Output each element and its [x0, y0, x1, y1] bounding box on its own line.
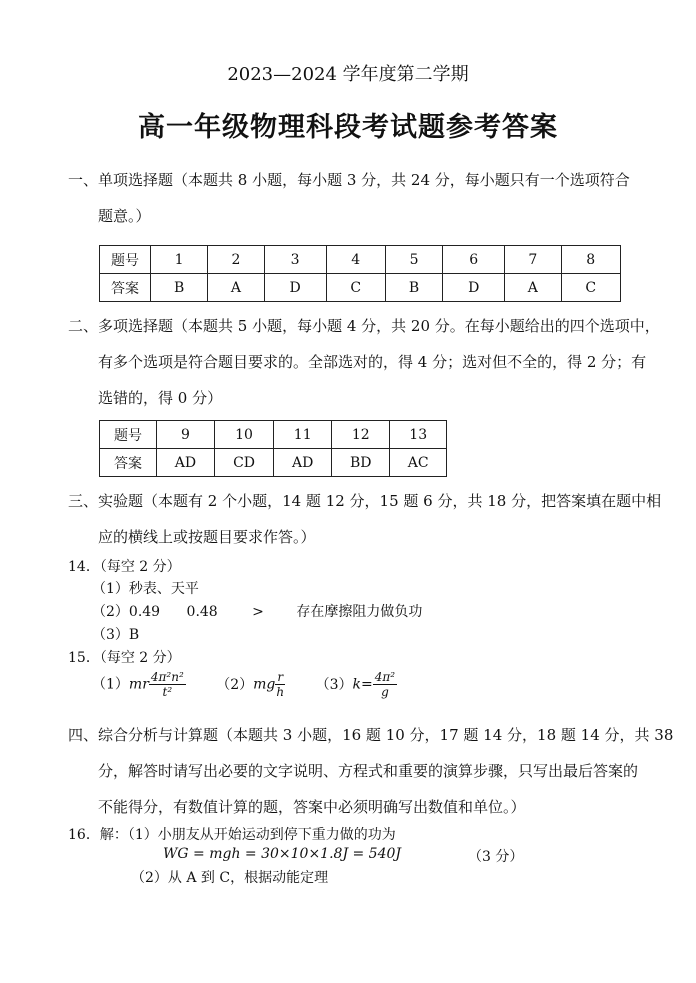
table-cell: 6: [443, 246, 505, 274]
q15-answer-3-prefix: k=: [352, 676, 373, 693]
table-cell: 9: [157, 421, 215, 449]
table-cell: C: [326, 274, 385, 302]
q14-answer-1: （1）秒表、天平: [92, 581, 199, 597]
section4-instructions: [68, 721, 673, 822]
q14-answer-2: [92, 601, 422, 621]
q15-answers: [92, 670, 397, 699]
q14-answer-2-value1: （2）0.49: [92, 604, 161, 620]
table-row: [100, 274, 621, 302]
table-cell: 5: [385, 246, 442, 274]
q15-heading: 15．（每空 2 分）: [68, 650, 181, 666]
table-cell: B: [385, 274, 442, 302]
table-cell: 12: [332, 421, 390, 449]
section1-instructions: [68, 166, 630, 231]
q14-answer-2-value4: 存在摩擦阻力做负功: [296, 604, 423, 620]
section1-line1: 一、单项选择题（本题共 8 小题，每小题 3 分，共 24 分，每小题只有一个选项符合: [68, 171, 630, 189]
section2-line3: 选错的，得 0 分）: [98, 389, 223, 407]
section2-instructions: [68, 312, 660, 413]
q16-formula: WG = mgh = 30×10×1.8J = 540J: [163, 846, 402, 862]
section1-line2: 题意。）: [98, 207, 151, 225]
fraction-denominator: t²: [162, 685, 173, 699]
table-cell: 10: [214, 421, 273, 449]
table-cell: AD: [157, 449, 215, 477]
section4-line3: 不能得分，有数值计算的题，答案中必须明确写出数值和单位。）: [98, 798, 526, 816]
table-cell: AD: [274, 449, 332, 477]
q15-answer-1-fraction: [149, 670, 186, 699]
q15-answer-2-label: （2）: [216, 676, 254, 693]
table-row: [100, 246, 621, 274]
fraction-numerator: 4π²n²: [150, 670, 184, 684]
table-header-cell: 答案: [100, 274, 151, 302]
table-row: [100, 421, 447, 449]
table-cell: BD: [332, 449, 390, 477]
table-cell: A: [505, 274, 561, 302]
q15-answer-2-fraction: [275, 670, 285, 699]
table-cell: D: [264, 274, 326, 302]
table-cell: 2: [208, 246, 264, 274]
page-title: 高一年级物理科段考试题参考答案: [138, 112, 558, 143]
table-cell: 3: [264, 246, 326, 274]
section2-answer-table: [99, 420, 447, 477]
section3-instructions: [68, 487, 661, 552]
q16-part2: （2）从 A 到 C，根据动能定理: [131, 870, 329, 886]
q16-heading: 16．解：（1）小朋友从开始运动到停下重力做的功为: [68, 827, 396, 843]
q15-answer-1-prefix: mr: [128, 676, 149, 693]
table-cell: D: [443, 274, 505, 302]
table-row: [100, 449, 447, 477]
table-cell: 4: [326, 246, 385, 274]
table-cell: B: [151, 274, 208, 302]
fraction-numerator: r: [277, 670, 284, 684]
table-cell: A: [208, 274, 264, 302]
section2-line1: 二、多项选择题（本题共 5 小题，每小题 4 分，共 20 分。在每小题给出的四个选项中，: [68, 317, 660, 335]
fraction-denominator: g: [381, 685, 389, 699]
table-cell: C: [561, 274, 620, 302]
section3-line2: 应的横线上或按题目要求作答。）: [98, 528, 316, 546]
q14-answer-3: （3）B: [92, 627, 140, 643]
q14-heading: 14．（每空 2 分）: [68, 559, 181, 575]
q14-answer-2-value3: >: [252, 604, 264, 620]
table-header-cell: 答案: [100, 449, 157, 477]
q14-answer-2-value2: 0.48: [186, 604, 218, 620]
table-cell: 7: [505, 246, 561, 274]
q15-answer-2-prefix: mg: [253, 676, 276, 693]
table-cell: 11: [274, 421, 332, 449]
table-header-cell: 题号: [100, 246, 151, 274]
q16-score: （3 分）: [468, 849, 524, 865]
section4-line1: 四、综合分析与计算题（本题共 3 小题，16 题 10 分，17 题 14 分，18 题 14 分，共 38: [68, 726, 674, 744]
section3-line1: 三、实验题（本题有 2 个小题，14 题 12 分，15 题 6 分，共 18 分，把答案填在题中相: [68, 492, 662, 510]
section1-answer-table: [99, 245, 621, 302]
fraction-denominator: h: [276, 685, 285, 699]
table-cell: AC: [390, 449, 447, 477]
table-header-cell: 题号: [100, 421, 157, 449]
table-cell: 13: [390, 421, 447, 449]
q15-answer-3-label: （3）: [315, 676, 353, 693]
q15-answer-3-fraction: [373, 670, 397, 699]
table-cell: 8: [561, 246, 620, 274]
fraction-numerator: 4π²: [374, 670, 396, 684]
table-cell: 1: [151, 246, 208, 274]
section2-line2: 有多个选项是符合题目要求的。全部选对的，得 4 分；选对但不全的，得 2 分；有: [98, 353, 647, 371]
school-year: 2023—2024 学年度第二学期: [227, 64, 469, 85]
q15-answer-1-label: （1）: [92, 676, 129, 693]
table-cell: CD: [214, 449, 273, 477]
section4-line2: 分，解答时请写出必要的文字说明、方程式和重要的演算步骤，只写出最后答案的: [98, 762, 639, 780]
